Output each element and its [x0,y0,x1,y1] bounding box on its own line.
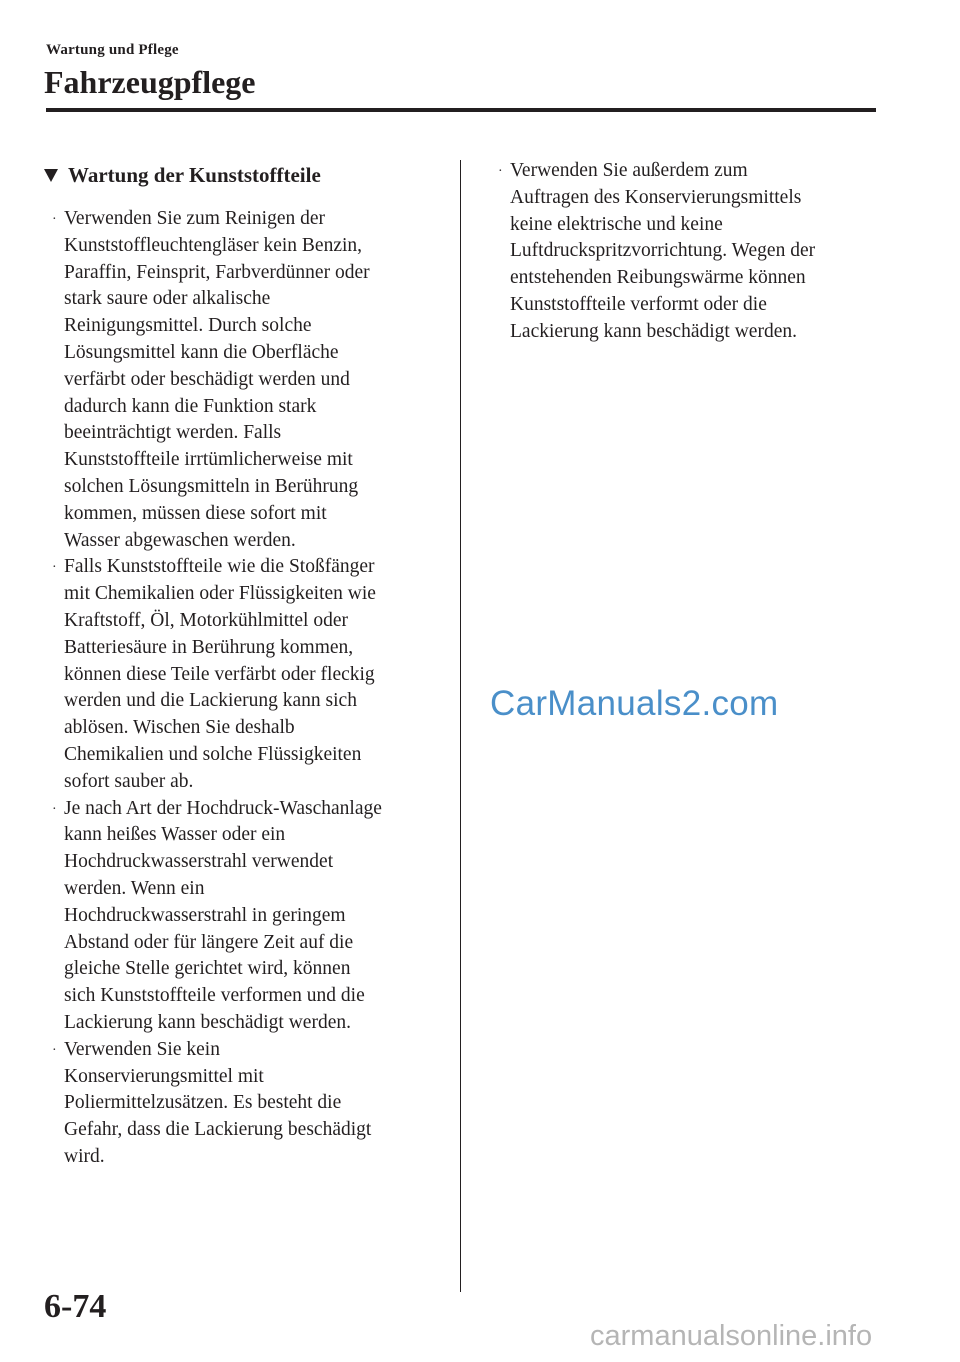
text-line: Kunststoffleuchtengläser kein Benzin, [64,234,363,256]
text-line: Je nach Art der Hochdruck-Waschanlage [64,797,382,819]
text-line: Gefahr, dass die Lackierung beschädigt [64,1119,372,1141]
text-line: verfärbt oder beschädigt werden und [64,368,350,390]
text-line: Kunststoffteile verformt oder die [510,293,767,315]
text-line: Kraftstoff, Öl, Motorkühlmittel oder [64,609,348,631]
bullet-dot-icon: · [52,212,57,227]
list-item [494,158,880,346]
text-line: Lackierung kann beschädigt werden. [64,1011,351,1033]
text-line: werden. Wenn ein [64,877,205,899]
text-line: können diese Teile verfärbt oder fleckig [64,663,375,685]
text-line: Batteriesäure in Berührung kommen, [64,636,354,658]
bullet-dot-icon: · [498,164,503,179]
text-line: dadurch kann die Funktion stark [64,395,317,417]
text-line: Abstand oder für längere Zeit auf die [64,931,354,953]
text-line: Hochdruckwasserstrahl verwendet [64,851,334,873]
text-line: kann heißes Wasser oder ein [64,824,286,846]
text-line: Luftdruckspritzvorrichtung. Wegen der [510,240,816,262]
list-item [44,796,440,1037]
footer-url: carmanualsonline.info [590,1320,873,1352]
triangle-down-icon [44,169,58,182]
text-line: Reinigungsmittel. Durch solche [64,315,312,337]
bullet-list [494,158,880,346]
text-line: beeinträchtigt werden. Falls [64,422,282,444]
text-line: werden und die Lackierung kann sich [64,690,357,712]
text-line: solchen Lösungsmitteln in Berührung [64,475,359,497]
text-line: Auftragen des Konservierungsmittels [510,186,802,208]
text-line: Verwenden Sie zum Reinigen der [64,208,326,229]
list-item [44,206,440,554]
text-line: Verwenden Sie kein [64,1038,220,1060]
list-item [44,554,440,795]
text-line: Falls Kunststoffteile wie die Stoßfänger [64,556,375,578]
text-line: Chemikalien und solche Flüssigkeiten [64,743,362,765]
header-divider [46,108,876,112]
page-number: 6-74 [44,1288,107,1325]
text-line: wird. [64,1145,105,1167]
section-heading-text: Wartung der Kunststoffteile [68,163,321,187]
chapter-label: Wartung und Pflege [46,42,179,58]
watermark-logo: CarManuals2.com [490,684,779,723]
text-line: ablösen. Wischen Sie deshalb [64,717,295,739]
bullet-list [44,206,440,1171]
text-line: mit Chemikalien oder Flüssigkeiten wie [64,583,376,605]
section-heading [44,158,440,192]
page-title: Fahrzeugpflege [44,64,256,100]
text-line: Konservierungsmittel mit [64,1065,264,1087]
column-divider [460,160,461,1292]
text-line: keine elektrische und keine [510,213,723,235]
text-line: Wasser abgewaschen werden. [64,529,296,551]
text-line: gleiche Stelle gerichtet wird, können [64,958,351,980]
text-line: sich Kunststoffteile verformen und die [64,985,365,1007]
text-line: entstehenden Reibungswärme können [510,267,806,289]
left-column [44,158,440,1171]
right-column [494,158,880,346]
bullet-dot-icon: · [52,801,57,817]
list-item [44,1037,440,1171]
text-line: Lackierung kann beschädigt werden. [510,320,797,342]
bullet-dot-icon: · [52,1042,57,1058]
bullet-dot-icon: · [52,560,57,576]
text-line: Paraffin, Feinsprit, Farbverdünner oder [64,261,370,283]
text-line: kommen, müssen diese sofort mit [64,502,327,524]
text-line: Kunststoffteile irrtümlicherweise mit [64,449,353,471]
text-line: Hochdruckwasserstrahl in geringem [64,904,346,926]
text-line: Verwenden Sie außerdem zum [510,160,748,181]
text-line: Lösungsmittel kann die Oberfläche [64,341,339,363]
text-line: stark saure oder alkalische [64,288,271,310]
text-line: sofort sauber ab. [64,770,194,792]
text-line: Poliermittelzusätzen. Es besteht die [64,1092,342,1114]
